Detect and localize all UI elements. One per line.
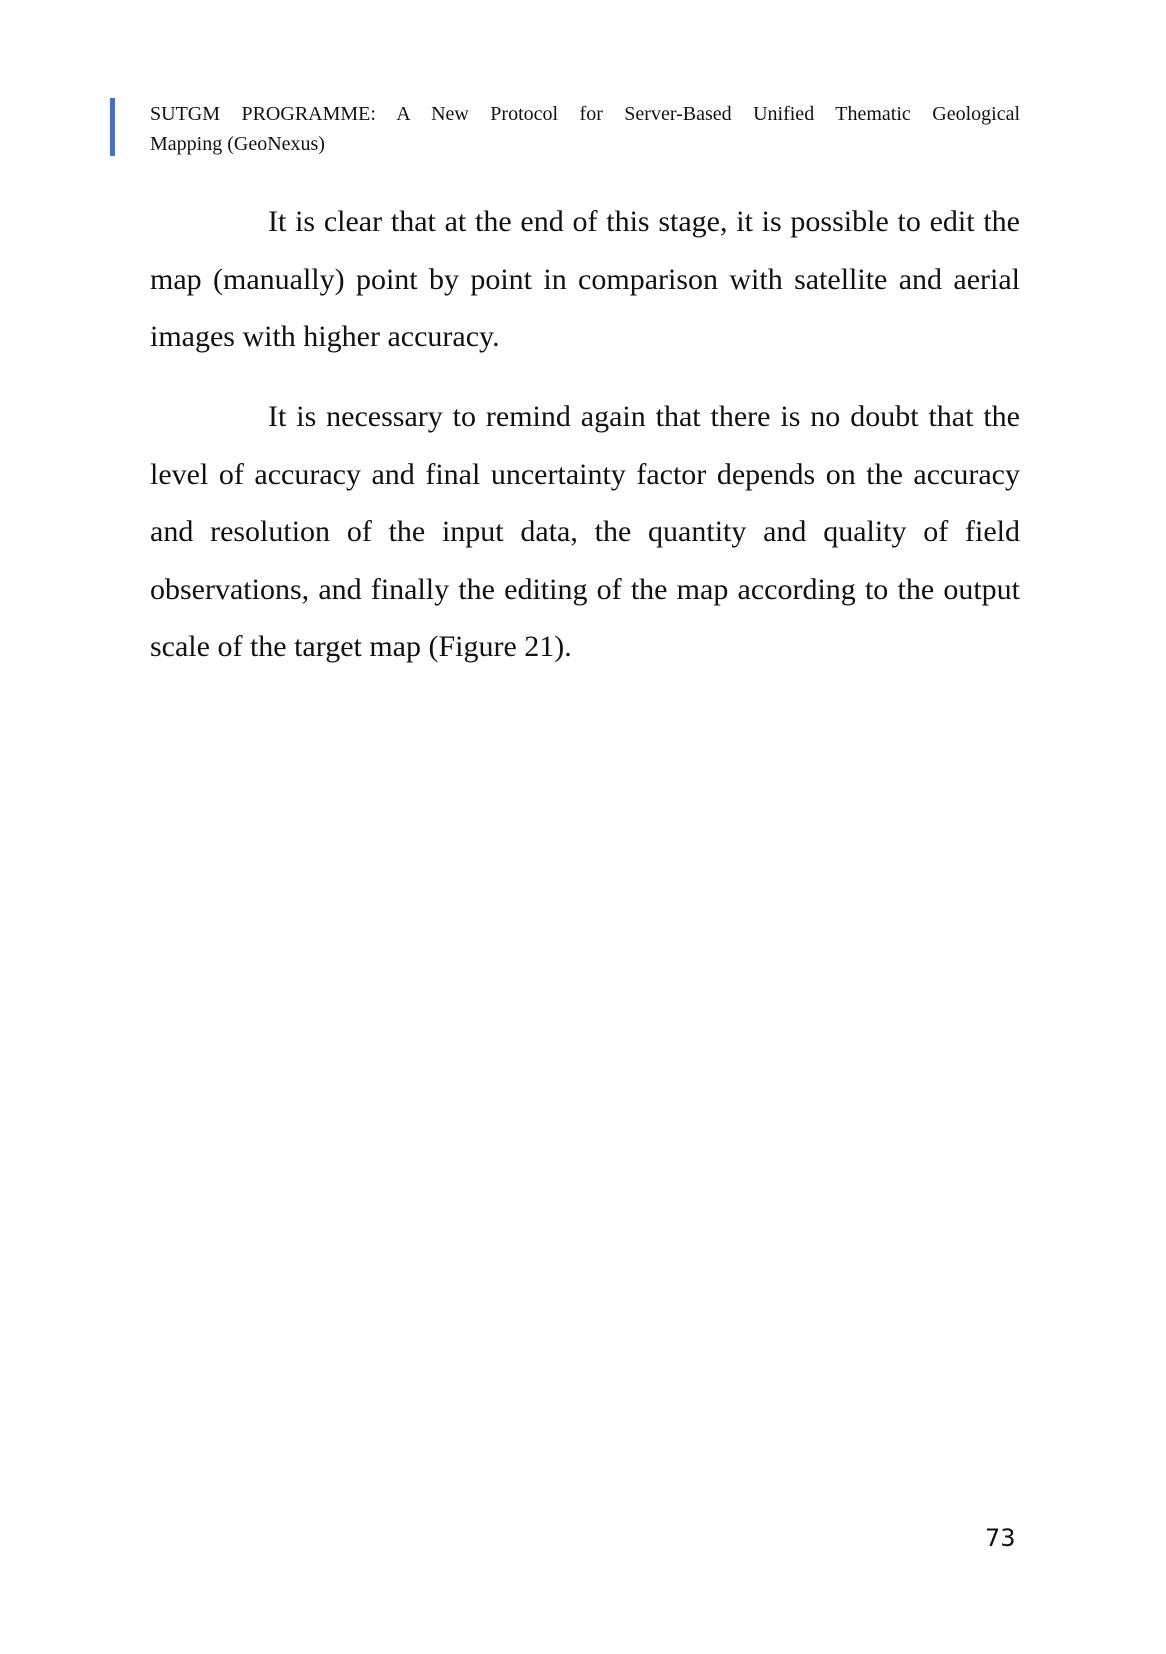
running-header-line-1: SUTGM PROGRAMME: A New Protocol for Server-Based Unified Thematic Geological	[150, 103, 1020, 125]
paragraph-2	[150, 388, 1020, 676]
page-number: 73	[985, 1524, 1016, 1552]
running-header-line-2: Mapping (GeoNexus)	[150, 133, 325, 155]
paragraph-1	[150, 193, 1020, 366]
running-header	[150, 99, 1020, 159]
paragraph-2-text: It is necessary to remind again that there is no doubt that the level of accuracy and final uncertainty factor depends on the accuracy and resolution of the input data, the quantity and quality of field observations, and finally the editing of the map according to the output scale of the target map (Figure 21).	[150, 400, 1020, 663]
paragraph-1-text: It is clear that at the end of this stage, it is possible to edit the map (manually) point by point in comparison with satellite and aerial images with higher accuracy.	[150, 205, 1020, 353]
header-accent-bar	[110, 98, 115, 156]
